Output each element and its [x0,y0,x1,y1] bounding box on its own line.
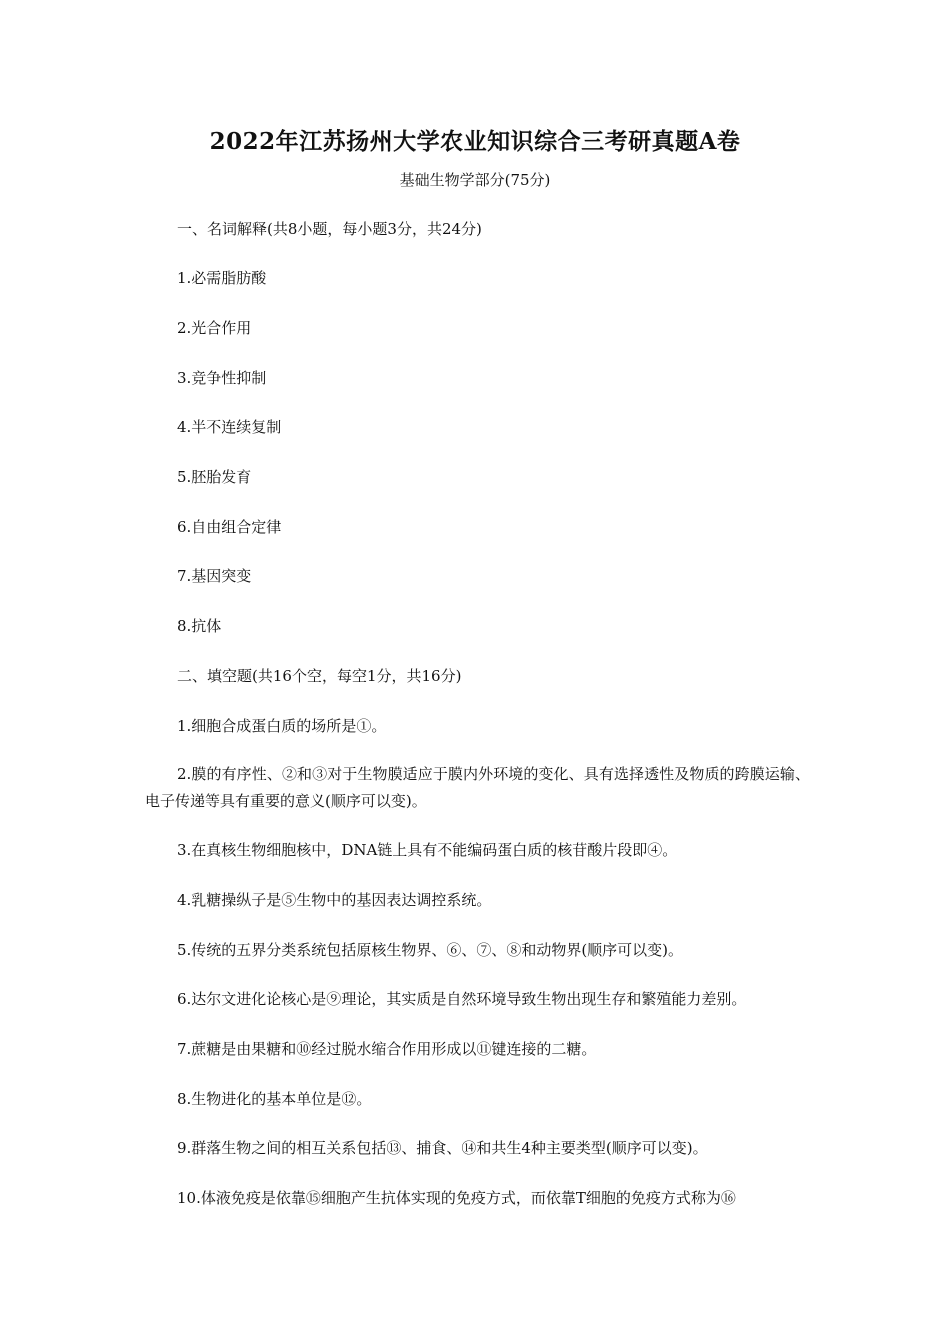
definition-item: 7.基因突变 [177,567,252,585]
section-heading-fill-blank: 二、填空题(共16个空，每空1分，共16分) [177,667,462,685]
page-title: 2022年江苏扬州大学农业知识综合三考研真题A卷 [209,128,741,155]
fill-blank-item: 7.蔗糖是由果糖和⑩经过脱水缩合作用形成以⑪键连接的二糖。 [177,1040,597,1058]
definition-item: 1.必需脂肪酸 [177,269,267,287]
fill-blank-item: 6.达尔文进化论核心是⑨理论，其实质是自然环境导致生物出现生存和繁殖能力差别。 [177,990,747,1008]
fill-blank-item: 8.生物进化的基本单位是⑫。 [177,1090,372,1108]
definition-item: 8.抗体 [177,617,222,635]
definition-item: 2.光合作用 [177,319,252,337]
definition-item: 5.胚胎发育 [177,468,252,486]
section-heading-definitions: 一、名词解释(共8小题，每小题3分，共24分) [177,220,482,238]
definition-item: 4.半不连续复制 [177,418,282,436]
page-subtitle: 基础生物学部分(75分) [399,171,551,189]
fill-blank-item: 3.在真核生物细胞核中，DNA链上具有不能编码蛋白质的核苷酸片段即④。 [177,841,678,859]
definition-item: 3.竞争性抑制 [177,369,267,387]
fill-blank-item: 5.传统的五界分类系统包括原核生物界、⑥、⑦、⑧和动物界(顺序可以变)。 [177,941,684,959]
fill-blank-item: 9.群落生物之间的相互关系包括⑬、捕食、⑭和共生4种主要类型(顺序可以变)。 [177,1139,708,1157]
fill-blank-item: 2.膜的有序性、②和③对于生物膜适应于膜内外环境的变化、具有选择透性及物质的跨膜运输、电子传递等具有重要的意义(顺序可以变)。 [145,765,810,810]
definition-item: 6.自由组合定律 [177,518,282,536]
fill-blank-item: 10.体液免疫是依靠⑮细胞产生抗体实现的免疫方式，而依靠T细胞的免疫方式称为⑯ [177,1189,736,1207]
fill-blank-item: 1.细胞合成蛋白质的场所是①。 [177,717,387,735]
fill-blank-item: 4.乳糖操纵子是⑤生物中的基因表达调控系统。 [177,891,492,909]
